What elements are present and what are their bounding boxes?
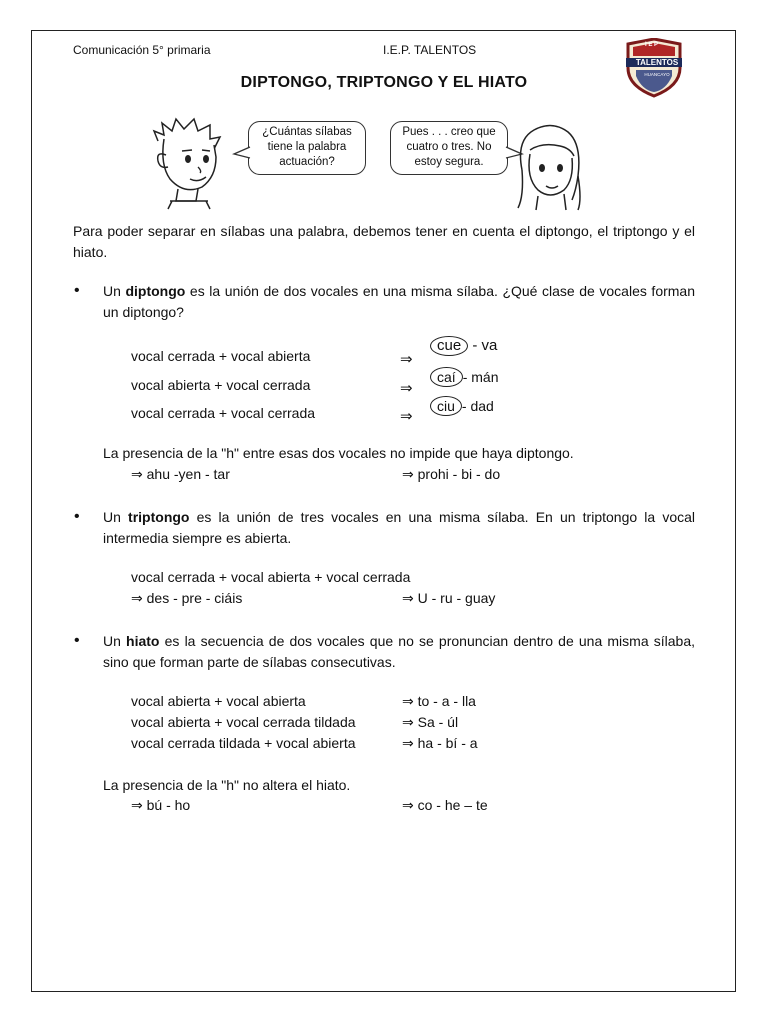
boy-bubble-tail (232, 146, 252, 160)
hiato-h-note: La presencia de la "h" no altera el hiato. (103, 777, 351, 793)
triptongo-example-1: ⇒ des - pre - ciáis (131, 590, 243, 606)
bullet-hiato: • (74, 632, 80, 649)
diptongo-h-note: La presencia de la "h" entre esas dos vocales no impide que haya diptongo. (103, 445, 574, 461)
hiato-rule-2-example: ⇒ Sa - úl (402, 714, 459, 730)
triptongo-term: triptongo (128, 509, 190, 525)
page-title: DIPTONGO, TRIPTONGO Y EL HIATO (240, 74, 528, 91)
logo-top-text: I E P (645, 42, 659, 48)
boy-speech-bubble (248, 121, 366, 175)
circled-syllable: cue (430, 336, 468, 356)
diptongo-term: diptongo (125, 283, 186, 299)
bullet-diptongo: • (74, 282, 80, 299)
girl-illustration (512, 120, 588, 215)
diptongo-rule-3-example: ciu - dad (430, 396, 494, 416)
school-label: I.E.P. TALENTOS (383, 43, 477, 57)
girl-speech-text: Pues . . . creo que cuatro o tres. No estoy segura. (402, 126, 496, 168)
diptongo-h-example-2: ⇒ prohi - bi - do (402, 466, 501, 482)
diptongo-definition: Un diptongo es la unión de dos vocales en una misma sílaba. ¿Qué clase de vocales forman un diptongo? (103, 283, 695, 320)
circled-syllable: caí (430, 367, 463, 387)
hiato-rule-3-example: ⇒ ha - bí - a (402, 735, 478, 751)
hiato-definition: Un hiato es la secuencia de dos vocales que no se pronuncian dentro de una misma sílaba, sino que forman parte de sílabas consecutivas. (103, 633, 695, 670)
hiato-rule-3-label: vocal cerrada tildada + vocal abierta (131, 735, 356, 751)
arrow-icon: ⇒ (400, 380, 413, 397)
diptongo-h-example-1: ⇒ ahu -yen - tar (131, 466, 230, 482)
circled-syllable: ciu (430, 396, 462, 416)
triptongo-definition: Un triptongo es la unión de tres vocales en una misma sílaba. En un triptongo la vocal intermedia siempre es abierta. (103, 509, 695, 546)
hiato-rule-1-example: ⇒ to - a - lla (402, 693, 476, 709)
triptongo-rule: vocal cerrada + vocal abierta + vocal cerrada (131, 569, 411, 585)
hiato-h-example-1: ⇒ bú - ho (131, 797, 191, 813)
boy-speech-text: ¿Cuántas sílabas tiene la palabra actuación? (262, 126, 352, 168)
diptongo-rule-1-example: cue - va (430, 336, 497, 356)
diptongo-rule-2-example: caí - mán (430, 367, 498, 387)
hiato-h-example-2: ⇒ co - he – te (402, 797, 488, 813)
boy-illustration (150, 115, 240, 210)
bullet-triptongo: • (74, 508, 80, 525)
triptongo-example-2: ⇒ U - ru - guay (402, 590, 496, 606)
arrow-icon: ⇒ (400, 408, 413, 425)
logo-bottom-text: HUANCAYO (644, 72, 670, 77)
diptongo-rule-1-label: vocal cerrada + vocal abierta (131, 348, 311, 364)
intro-paragraph: Para poder separar en sílabas una palabra, debemos tener en cuenta el diptongo, el triptongo y el hiato. (73, 223, 695, 260)
hiato-rule-1-label: vocal abierta + vocal abierta (131, 693, 306, 709)
diptongo-rule-2-label: vocal abierta + vocal cerrada (131, 377, 311, 393)
logo-name-text: TALENTOS (635, 58, 679, 67)
arrow-icon: ⇒ (400, 351, 413, 368)
subject-label: Comunicación 5° primaria (73, 43, 211, 57)
hiato-term: hiato (126, 633, 160, 649)
hiato-rule-2-label: vocal abierta + vocal cerrada tildada (131, 714, 356, 730)
girl-speech-bubble (390, 121, 508, 175)
diptongo-rule-3-label: vocal cerrada + vocal cerrada (131, 405, 316, 421)
